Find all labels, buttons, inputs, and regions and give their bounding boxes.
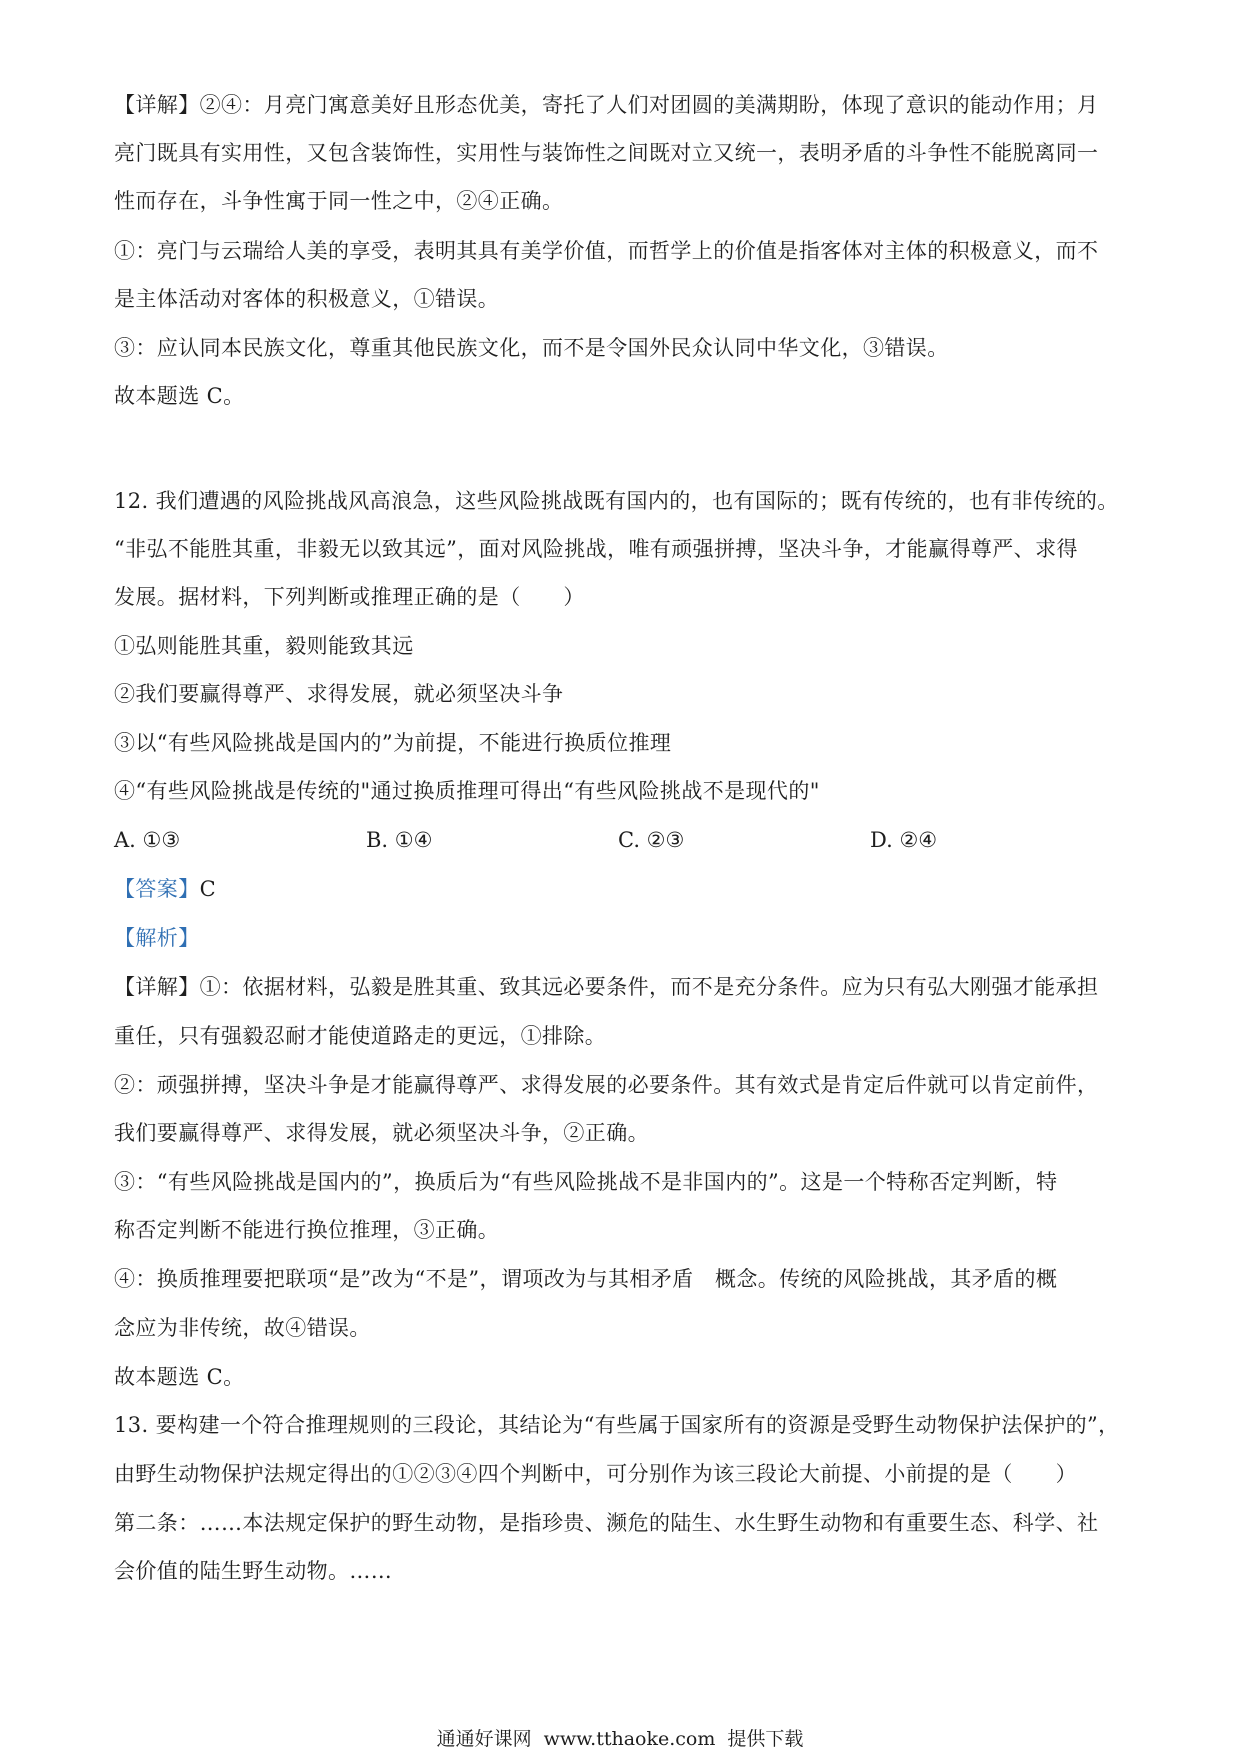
q12-detail-line-4: 我们要赢得尊严、求得发展，就必须坚决斗争，②正确。 xyxy=(114,1121,649,1145)
detail-tag: 【详解】 xyxy=(114,93,200,117)
q12-option-c: C. ②③ xyxy=(618,828,685,852)
q11-detail-line-6: ③：应认同本民族文化，尊重其他民族文化，而不是令国外民众认同中华文化，③错误。 xyxy=(114,336,949,360)
q12-answer xyxy=(114,874,1134,904)
q12-detail-line-2: 重任，只有强毅忍耐才能使道路走的更远，①排除。 xyxy=(114,1024,607,1048)
detail-tag: 【详解】 xyxy=(114,975,200,999)
q12-analysis-tag: 【解析】 xyxy=(114,926,200,950)
q12-statement-2: ②我们要赢得尊严、求得发展，就必须坚决斗争 xyxy=(114,682,564,706)
q12-statement-3: ③以“有些风险挑战是国内的”为前提，不能进行换质位推理 xyxy=(114,731,672,755)
q12-detail-line-3: ②：顽强拼搏，坚决斗争是才能赢得尊严、求得发展的必要条件。其有效式是肯定后件就可以肯定前件， xyxy=(114,1073,1099,1097)
q13-stem-line-2: 由野生动物保护法规定得出的①②③④四个判断中，可分别作为该三段论大前提、小前提的是（ ） xyxy=(114,1462,1077,1486)
q13-stem-line-1: 13. 要构建一个符合推理规则的三段论，其结论为“有些属于国家所有的资源是受野生动物保护法保护的”， xyxy=(114,1413,1120,1437)
footer-url[interactable]: www.tthaoke.com xyxy=(543,1728,716,1750)
footer-note: 提供下载 xyxy=(727,1728,804,1750)
q11-detail-line-4: ①：亮门与云瑞给人美的享受，表明其具有美学价值，而哲学上的价值是指客体对主体的积极意义，而不 xyxy=(114,239,1099,263)
q13-stem-line-3: 第二条：……本法规定保护的野生动物，是指珍贵、濒危的陆生、水生野生动物和有重要生态、科学、社 xyxy=(114,1511,1099,1535)
page-footer xyxy=(0,1726,1240,1752)
q12-stem-line-2: “非弘不能胜其重，非毅无以致其远”，面对风险挑战，唯有顽强拼搏，坚决斗争，才能赢得尊严、求得 xyxy=(114,537,1078,561)
q11-detail-line-3: 性而存在，斗争性寓于同一性之中，②④正确。 xyxy=(114,189,564,213)
answer-value: C xyxy=(199,877,217,901)
answer-tag: 【答案】 xyxy=(114,877,200,901)
q11-conclusion: 故本题选 C。 xyxy=(114,384,245,408)
q11-detail-line-2: 亮门既具有实用性，又包含装饰性，实用性与装饰性之间既对立又统一，表明矛盾的斗争性不能脱离同一 xyxy=(114,141,1099,165)
q12-detail-line-5: ③：“有些风险挑战是国内的”，换质后为“有些风险挑战不是非国内的”。这是一个特称否定判断，特 xyxy=(114,1170,1058,1194)
q12-stem-line-1: 12. 我们遭遇的风险挑战风高浪急，这些风险挑战既有国内的，也有国际的；既有传统的，也有非传统的。 xyxy=(114,489,1119,513)
q12-statement-4: ④“有些风险挑战是传统的"通过换质推理可得出“有些风险挑战不是现代的" xyxy=(114,779,820,803)
q12-stem-line-3: 发展。据材料，下列判断或推理正确的是（ ） xyxy=(114,585,585,609)
q12-statement-1: ①弘则能胜其重，毅则能致其远 xyxy=(114,634,414,658)
q12-detail-line-8: 念应为非传统，故④错误。 xyxy=(114,1316,371,1340)
q11-detail-line-5: 是主体活动对客体的积极意义，①错误。 xyxy=(114,287,500,311)
q12-detail-line-1: 【详解】①：依据材料，弘毅是胜其重、致其远必要条件，而不是充分条件。应为只有弘大刚强才能承担 xyxy=(114,975,1099,999)
q12-detail-line-6: 称否定判断不能进行换位推理，③正确。 xyxy=(114,1218,500,1242)
q12-option-b: B. ①④ xyxy=(366,828,433,852)
q12-detail-line-7: ④：换质推理要把联项“是”改为“不是”，谓项改为与其相矛盾 概念。传统的风险挑战，其矛盾的概 xyxy=(114,1267,1058,1291)
q11-detail-line-1: 【详解】②④：月亮门寓意美好且形态优美，寄托了人们对团圆的美满期盼，体现了意识的能动作用；月 xyxy=(114,93,1099,117)
q12-option-a: A. ①③ xyxy=(114,828,181,852)
footer-site-name: 通通好课网 xyxy=(436,1728,532,1750)
q12-conclusion: 故本题选 C。 xyxy=(114,1365,245,1389)
q12-option-d: D. ②④ xyxy=(870,828,938,852)
q13-stem-line-4: 会价值的陆生野生动物。…… xyxy=(114,1559,393,1583)
